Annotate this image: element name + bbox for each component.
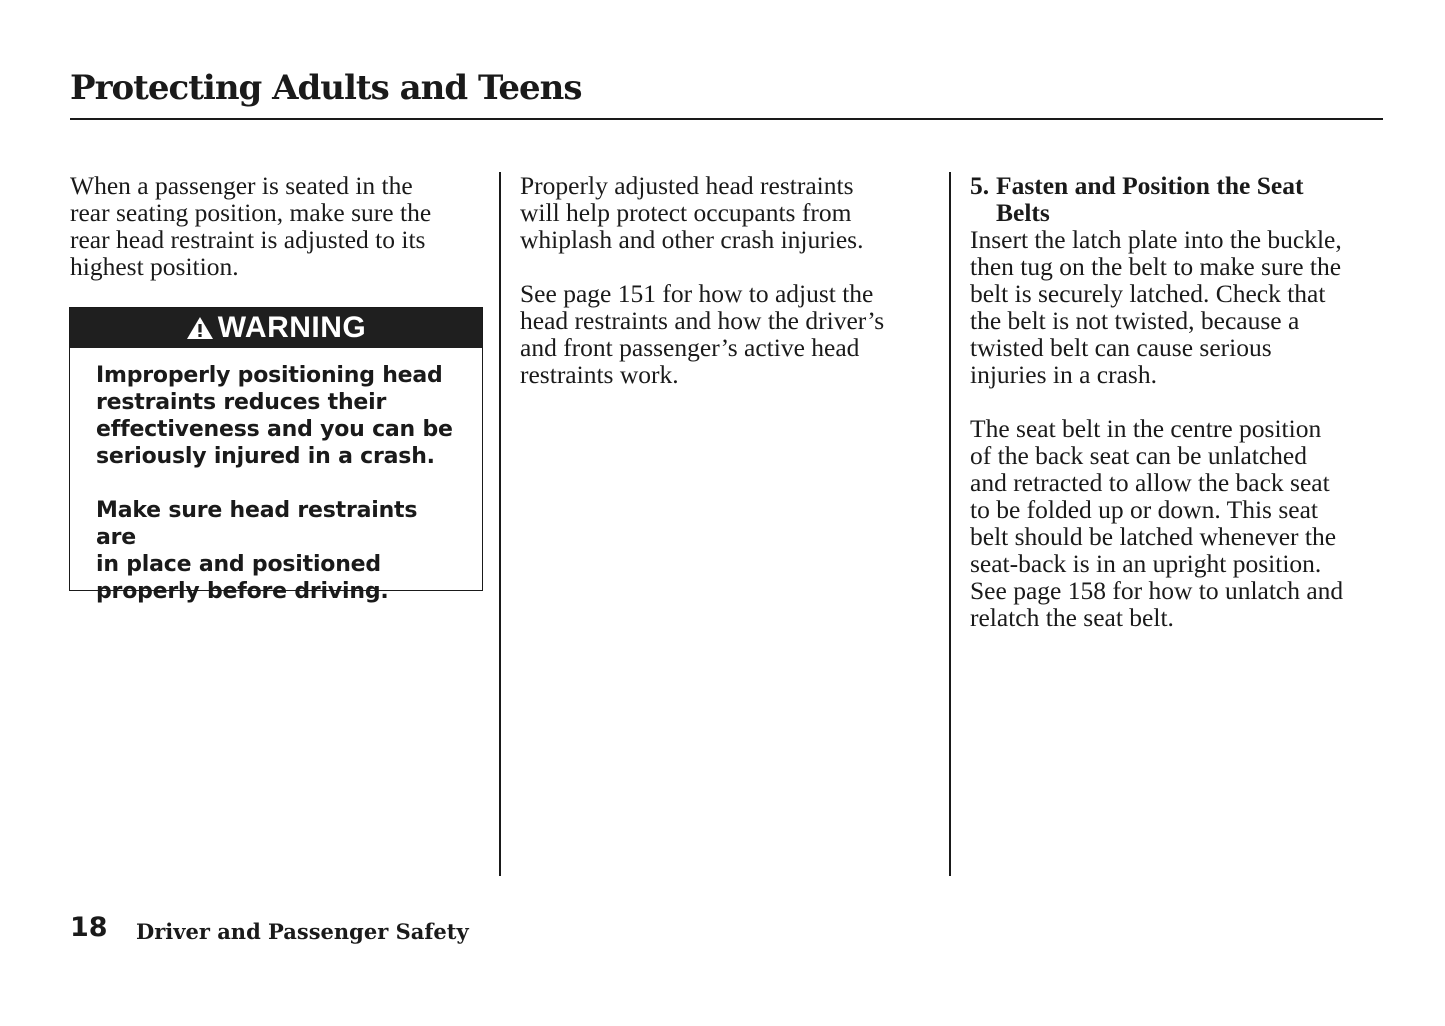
step-heading — [970, 172, 1384, 226]
warning-paragraph: Improperly positioning head restraints reduces their effectiveness and you can be seriously injured in a crash. — [96, 363, 453, 469]
step-number: 5. — [970, 171, 990, 200]
centre-seat-belt-paragraph: The seat belt in the centre position of the back seat can be unlatched and retracted to allow the back seat to be folded up or down. This seat belt should be latched whenever the seat-back is in an upright position. See page 158 for how to unlatch and relatch the seat belt. — [970, 414, 1344, 632]
warning-box — [69, 307, 483, 604]
column-left — [70, 172, 484, 307]
title-rule — [70, 118, 1383, 120]
column-divider — [499, 172, 501, 876]
see-page-paragraph: See page 151 for how to adjust the head restraints and how the driver’s and front passenger’s active head restraints work. — [520, 279, 885, 389]
latch-plate-paragraph: Insert the latch plate into the buckle, then tug on the belt to make sure the belt is securely latched. Check that the belt is not twisted, because a twisted belt can cause serious injuries in a crash. — [970, 225, 1342, 389]
head-restraint-paragraph: Properly adjusted head restraints will help protect occupants from whiplash and other crash injuries. — [520, 171, 864, 254]
step-title: Fasten and Position the Seat — [996, 171, 1304, 200]
warning-header — [70, 308, 482, 348]
column-right — [970, 172, 1384, 658]
rear-head-restraint-paragraph: When a passenger is seated in the rear seating position, make sure the rear head restraint is adjusted to its highest position. — [70, 171, 432, 281]
warning-body — [70, 348, 482, 605]
warning-paragraph: Make sure head restraints are in place and positioned properly before driving. — [96, 498, 418, 604]
page-title: Protecting Adults and Teens — [70, 68, 582, 108]
page-number: 18 — [70, 912, 108, 943]
warning-label: WARNING — [217, 311, 367, 344]
column-middle — [520, 172, 934, 415]
column-divider — [949, 172, 951, 876]
section-name: Driver and Passenger Safety — [136, 919, 469, 944]
warning-triangle-icon — [186, 316, 214, 340]
step-title-continuation: Belts — [996, 198, 1050, 227]
